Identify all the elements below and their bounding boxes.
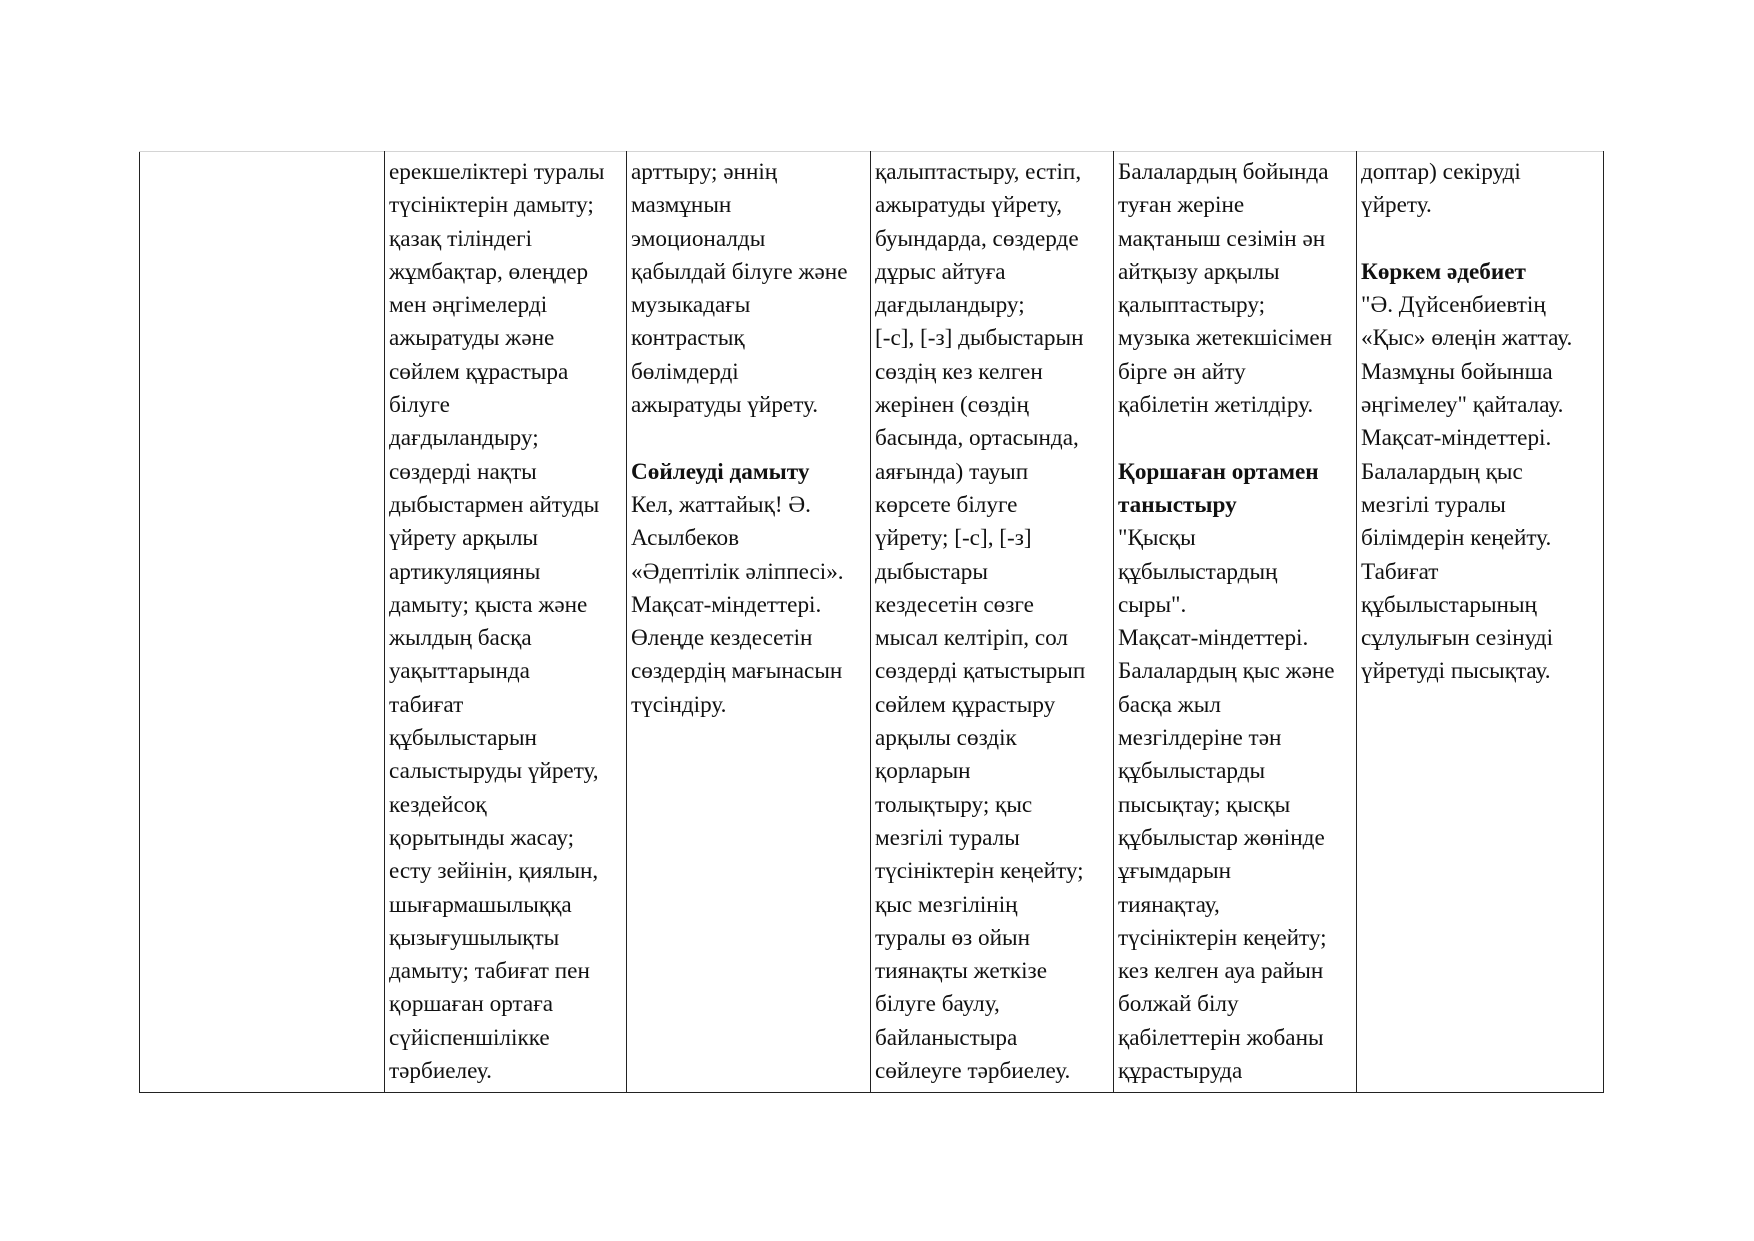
text-line: білуге баулу, — [875, 991, 1000, 1018]
section-heading: Қоршаған ортамен — [1118, 458, 1319, 485]
text-line: мақтаныш сезімін ән — [1118, 225, 1326, 252]
text-line: Мақсат-міндеттері. — [1361, 425, 1552, 452]
text-line: "Қысқы — [1118, 525, 1196, 552]
text-line: ұғымдарын — [1118, 858, 1232, 885]
text-line: ажыратуды үйрету, — [875, 192, 1063, 219]
text-line: үйрету арқылы — [389, 525, 538, 552]
text-line: контрастық — [631, 325, 745, 352]
text-line: есту зейінін, қиялын, — [389, 858, 599, 885]
text-line: дамыту; қыста және — [389, 591, 588, 618]
blank-line — [631, 422, 867, 455]
text-line: құбылыстарын — [389, 725, 537, 752]
table-cell-literature — [1357, 152, 1604, 1093]
section-heading: Көркем әдебиет — [1361, 258, 1526, 285]
text-line: сөйлеуге тәрбиелеу. — [875, 1058, 1071, 1085]
text-line: мысал келтіріп, сол — [875, 625, 1069, 652]
text-line: басқа жыл — [1118, 691, 1221, 718]
text-line: арқылы сөздік — [875, 725, 1017, 752]
text-line: Балалардың бойында — [1118, 159, 1329, 185]
text-line: үйрету; [-с], [-з] — [875, 525, 1032, 552]
text-line: құрастыруда — [1118, 1058, 1243, 1085]
text-line: түсініктерін кеңейту; — [1118, 924, 1327, 951]
text-line: эмоционалды — [631, 225, 766, 252]
table-cell-environment — [1114, 152, 1357, 1093]
text-line: қоршаған ортаға — [389, 991, 553, 1018]
text-line: шығармашылыққа — [389, 891, 572, 918]
text-line: бөлімдерді — [631, 358, 739, 385]
text-line: табиғат — [389, 691, 464, 718]
section-heading: таныстыру — [1118, 491, 1237, 518]
text-line: Балалардың қыс — [1361, 458, 1523, 485]
text-line: "Ә. Дүйсенбиевтің — [1361, 292, 1546, 319]
text-line: дағдыландыру; — [875, 292, 1025, 319]
text-line: құбылыстарының — [1361, 591, 1537, 618]
text-line: арттыру; әннің — [631, 159, 778, 185]
text-line: «Әдептілік әліппесі». — [631, 558, 844, 585]
text-line: Асылбеков — [631, 525, 740, 552]
text-line: мезгілдеріне тән — [1118, 725, 1282, 752]
text-line: мен әңгімелерді — [389, 292, 548, 319]
text-line: Табиғат — [1361, 558, 1439, 585]
text-line: толықтыру; қыс — [875, 791, 1033, 818]
table-cell-empty — [140, 152, 385, 1093]
text-line: Мақсат-міндеттері. — [631, 591, 822, 618]
text-line: Мақсат-міндеттері. — [1118, 625, 1309, 652]
text-line: доптар) секіруді — [1361, 159, 1521, 185]
text-line: қабілетін жетілдіру. — [1118, 392, 1314, 419]
text-line: Кел, жаттайық! Ә. — [631, 491, 811, 518]
text-line: қорытынды жасау; — [389, 824, 575, 851]
text-line: пысықтау; қысқы — [1118, 791, 1291, 818]
text-line: қабылдай білуге және — [631, 258, 848, 285]
text-line: тиянақты жеткізе — [875, 958, 1047, 985]
text-line: сөйлем құрастыру — [875, 691, 1056, 718]
text-line: музыка жетекшісімен — [1118, 325, 1333, 352]
text-line: айтқызу арқылы — [1118, 258, 1280, 285]
text-line: дағдыландыру; — [389, 425, 539, 452]
text-line: мезгілі туралы — [875, 824, 1020, 851]
text-line: сыры". — [1118, 591, 1187, 618]
text-line: кез келген ауа райын — [1118, 958, 1324, 985]
text-line: үйрету. — [1361, 192, 1432, 219]
text-line: дұрыс айтуға — [875, 258, 1006, 285]
text-line: Өлеңде кездесетін — [631, 625, 813, 652]
text-line: қызығушылықты — [389, 924, 560, 951]
section-heading: Сөйлеуді дамыту — [631, 458, 810, 485]
text-line: түсініктерін кеңейту; — [875, 858, 1084, 885]
text-line: жылдың басқа — [389, 625, 532, 652]
text-line: ажыратуды және — [389, 325, 555, 352]
text-line: қалыптастыру; — [1118, 292, 1266, 319]
text-line: қыс мезгілінің — [875, 891, 1018, 918]
text-line: үйретуді пысықтау. — [1361, 658, 1551, 685]
text-line: Мазмұны бойынша — [1361, 358, 1553, 385]
text-line: сөздерді қатыстырып — [875, 658, 1086, 685]
text-line: түсініктерін дамыту; — [389, 192, 594, 219]
text-line: құбылыстарды — [1118, 758, 1266, 785]
blank-line — [1361, 223, 1600, 256]
text-line: ажыратуды үйрету. — [631, 392, 819, 419]
text-line: сөйлем құрастыра — [389, 358, 569, 385]
text-line: аяғында) тауып — [875, 458, 1029, 485]
text-line: уақыттарында — [389, 658, 530, 685]
text-line: [-с], [-з] дыбыстарын — [875, 325, 1084, 352]
text-line: туған жеріне — [1118, 192, 1245, 219]
text-line: мазмұнын — [631, 192, 732, 219]
text-line: қазақ тіліндегі — [389, 225, 533, 252]
text-line: құбылыстар жөнінде — [1118, 824, 1325, 851]
text-line: қабілеттерін жобаны — [1118, 1024, 1324, 1051]
text-line: бірге ән айту — [1118, 358, 1246, 385]
text-line: музыкадағы — [631, 292, 751, 319]
table-cell-music-speech — [627, 152, 871, 1093]
text-line: туралы өз ойын — [875, 924, 1030, 951]
text-line: кездейсоқ — [389, 791, 487, 818]
text-line: салыстыруды үйрету, — [389, 758, 599, 785]
text-line: сұлулығын сезінуді — [1361, 625, 1554, 652]
text-line: Балалардың қыс және — [1118, 658, 1335, 685]
text-line: көрсете білуге — [875, 491, 1018, 518]
text-line: басында, ортасында, — [875, 425, 1079, 452]
text-line: қорларын — [875, 758, 971, 785]
text-line: білуге — [389, 392, 450, 419]
text-line: байланыстыра — [875, 1024, 1018, 1051]
lesson-plan-table — [139, 151, 1604, 1093]
text-line: кездесетін сөзге — [875, 591, 1034, 618]
text-line: дыбыстармен айтуды — [389, 491, 600, 518]
text-line: тәрбиелеу. — [389, 1058, 492, 1085]
text-line: жұмбақтар, өлеңдер — [389, 258, 589, 285]
text-line: сүйіспеншілікке — [389, 1024, 550, 1051]
text-line: тиянақтау, — [1118, 891, 1220, 918]
text-line: жерінен (сөздің — [875, 392, 1029, 419]
text-line: сөздің кез келген — [875, 358, 1043, 385]
table-cell-sound-culture — [871, 152, 1114, 1093]
text-line: артикуляцияны — [389, 558, 541, 585]
text-line: әңгімелеу" қайталау. — [1361, 392, 1564, 419]
text-line: буындарда, сөздерде — [875, 225, 1079, 252]
text-line: дыбыстары — [875, 558, 988, 585]
blank-line — [1118, 422, 1353, 455]
text-line: сөздерді нақты — [389, 458, 537, 485]
text-line: сөздердің мағынасын — [631, 658, 843, 685]
table-row — [140, 152, 1604, 1093]
text-line: құбылыстардың — [1118, 558, 1278, 585]
text-line: «Қыс» өлеңін жаттау. — [1361, 325, 1573, 352]
text-line: ерекшеліктері туралы — [389, 159, 605, 185]
text-line: болжай білу — [1118, 991, 1239, 1018]
text-line: дамыту; табиғат пен — [389, 958, 590, 985]
text-line: қалыптастыру, естіп, — [875, 159, 1082, 185]
text-line: мезгілі туралы — [1361, 491, 1506, 518]
text-line: түсіндіру. — [631, 691, 727, 718]
text-line: білімдерін кеңейту. — [1361, 525, 1552, 552]
table-cell-speech-goals — [385, 152, 627, 1093]
